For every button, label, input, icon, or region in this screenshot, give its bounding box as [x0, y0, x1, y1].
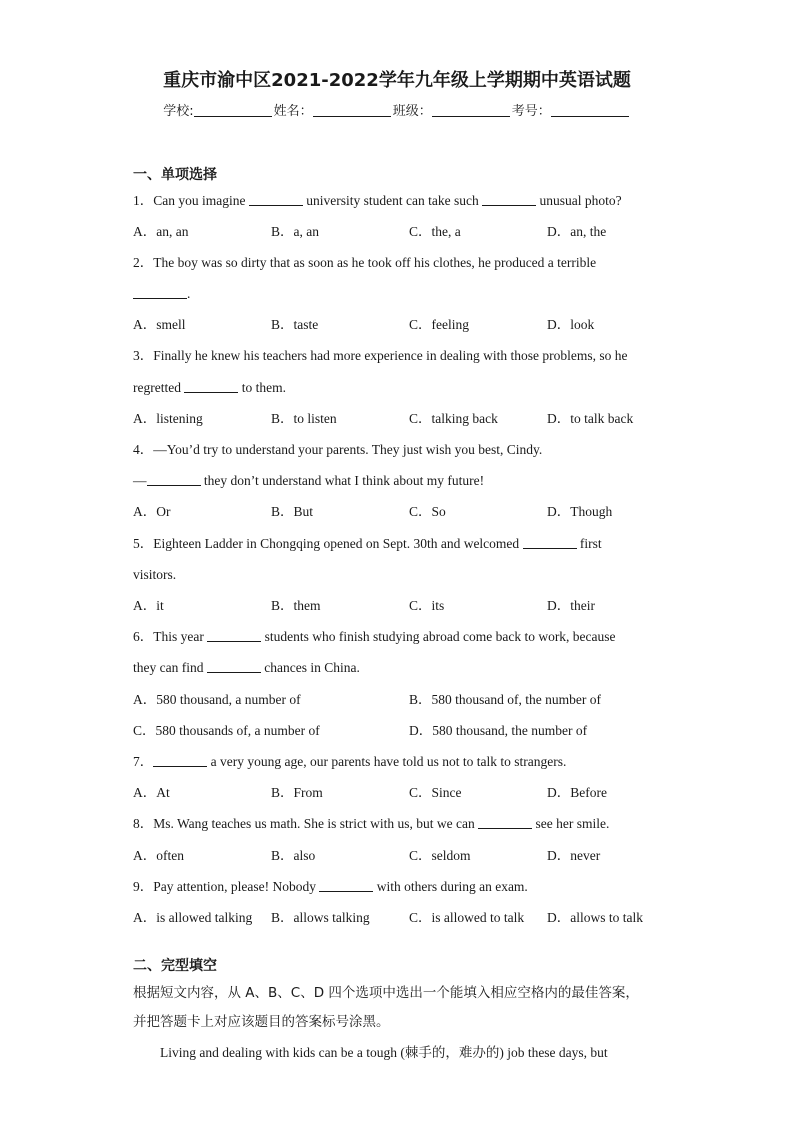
answer-blank: [184, 380, 238, 393]
cloze-instructions-1: 根据短文内容，从 A、B、C、D 四个选项中选出一个能填入相应空格内的最佳答案，: [133, 985, 639, 1001]
answer-blank: [249, 193, 303, 206]
q1-option-a[interactable]: A．an, an: [133, 224, 189, 239]
number-field[interactable]: [551, 102, 629, 117]
q5-text-a: 5．Eighteen Ladder in Chongqing opened on Sept. 30th and welcomed: [133, 536, 520, 551]
q6-option-a[interactable]: A．580 thousand, a number of: [133, 692, 301, 707]
school-label: 学校:: [163, 104, 194, 119]
q8-text-b: see her smile.: [535, 816, 610, 831]
q1-option-c[interactable]: C．the, a: [409, 224, 461, 239]
answer-blank: [478, 816, 532, 829]
question-7: [133, 752, 566, 772]
student-info-line: [0, 102, 794, 122]
q9-option-a[interactable]: A．is allowed talking: [133, 910, 253, 925]
q4-text-b: —: [133, 473, 147, 488]
question-8: [133, 814, 609, 834]
q9-text-b: with others during an exam.: [376, 879, 528, 894]
question-5-cont: visitors.: [133, 567, 177, 582]
page-title: 重庆市渝中区2021-2022学年九年级上学期期中英语试题: [163, 70, 631, 91]
q8-text-a: 8．Ms. Wang teaches us math. She is strict with us, but we can: [133, 816, 475, 831]
q5-text-b: first: [579, 536, 602, 551]
q5-option-d[interactable]: D．their: [547, 598, 595, 613]
name-field[interactable]: [313, 102, 391, 117]
question-2-cont: [133, 284, 190, 304]
q8-option-b[interactable]: B．also: [271, 848, 316, 863]
q2-option-a[interactable]: A．smell: [133, 317, 186, 332]
q4-option-b[interactable]: B．But: [271, 504, 314, 519]
q7-text-a: 7．: [133, 754, 154, 769]
q1-option-d[interactable]: D．an, the: [547, 224, 607, 239]
q1-text-a: 1．Can you imagine: [133, 193, 246, 208]
question-9: [133, 877, 528, 897]
name-label: 姓名：: [273, 104, 313, 119]
answer-blank: [207, 660, 261, 673]
q3-option-d[interactable]: D．to talk back: [547, 411, 634, 426]
q6-text-d: chances in China.: [264, 660, 360, 675]
school-field[interactable]: [194, 102, 272, 117]
section-heading-single-choice: 一、单项选择: [133, 167, 217, 183]
q3-text-c: to them.: [241, 380, 286, 395]
q5-option-a[interactable]: A．it: [133, 598, 164, 613]
q4-text-c: they don’t understand what I think about my future!: [203, 473, 485, 488]
q6-text-b: students who finish studying abroad come back to work, because: [264, 629, 616, 644]
question-5: [133, 534, 602, 554]
question-4: 4．—You’d try to understand your parents. They just wish you best, Cindy.: [133, 442, 543, 457]
answer-blank: [153, 754, 207, 767]
q5-option-c[interactable]: C．its: [409, 598, 445, 613]
q8-option-d[interactable]: D．never: [547, 848, 601, 863]
q9-text-a: 9．Pay attention, please! Nobody: [133, 879, 316, 894]
q4-option-c[interactable]: C．So: [409, 504, 446, 519]
q7-option-a[interactable]: A．At: [133, 785, 170, 800]
section-heading-cloze: 二、完型填空: [133, 958, 217, 974]
question-6-cont: [133, 658, 360, 678]
q2-text-b: .: [187, 286, 191, 301]
q2-option-c[interactable]: C．feeling: [409, 317, 469, 332]
q7-text-b: a very young age, our parents have told us not to talk to strangers.: [210, 754, 567, 769]
q3-option-a[interactable]: A．listening: [133, 411, 203, 426]
question-2: 2．The boy was so dirty that as soon as he took off his clothes, he produced a terrible: [133, 255, 597, 270]
question-3: 3．Finally he knew his teachers had more experience in dealing with those problems, so he: [133, 348, 628, 363]
q3-text-b: regretted: [133, 380, 181, 395]
q6-option-d[interactable]: D．580 thousand, the number of: [409, 723, 588, 738]
cloze-passage-line-1: Living and dealing with kids can be a tough (棘手的，难办的) job these days, but: [160, 1045, 608, 1060]
answer-blank: [319, 879, 373, 892]
q2-option-d[interactable]: D．look: [547, 317, 595, 332]
q9-option-b[interactable]: B．allows talking: [271, 910, 370, 925]
number-label: 考号：: [511, 104, 551, 119]
question-6: [133, 627, 616, 647]
q5-option-b[interactable]: B．them: [271, 598, 321, 613]
q3-option-b[interactable]: B．to listen: [271, 411, 337, 426]
question-1: [133, 191, 622, 211]
cloze-instructions-2: 并把答题卡上对应该题目的答案标号涂黑。: [133, 1014, 390, 1030]
q4-option-d[interactable]: D．Though: [547, 504, 613, 519]
q3-option-c[interactable]: C．talking back: [409, 411, 498, 426]
question-3-cont: [133, 378, 286, 398]
q9-option-c[interactable]: C．is allowed to talk: [409, 910, 525, 925]
q4-option-a[interactable]: A．Or: [133, 504, 171, 519]
q1-text-c: unusual photo?: [539, 193, 622, 208]
q7-option-d[interactable]: D．Before: [547, 785, 607, 800]
answer-blank: [482, 193, 536, 206]
answer-blank: [523, 536, 577, 549]
q6-text-a: 6．This year: [133, 629, 204, 644]
q9-option-d[interactable]: D．allows to talk: [547, 910, 643, 925]
q6-text-c: they can find: [133, 660, 204, 675]
q6-option-c[interactable]: C．580 thousands of, a number of: [133, 723, 320, 738]
q8-option-a[interactable]: A．often: [133, 848, 184, 863]
answer-blank: [133, 286, 187, 299]
q7-option-b[interactable]: B．From: [271, 785, 323, 800]
q1-text-b: university student can take such: [306, 193, 479, 208]
q2-option-b[interactable]: B．taste: [271, 317, 319, 332]
q6-option-b[interactable]: B．580 thousand of, the number of: [409, 692, 601, 707]
q8-option-c[interactable]: C．seldom: [409, 848, 471, 863]
class-field[interactable]: [432, 102, 510, 117]
q1-option-b[interactable]: B．a, an: [271, 224, 319, 239]
q7-option-c[interactable]: C．Since: [409, 785, 462, 800]
answer-blank: [147, 473, 201, 486]
answer-blank: [207, 629, 261, 642]
question-4-cont: [133, 471, 484, 491]
class-label: 班级：: [392, 104, 432, 119]
